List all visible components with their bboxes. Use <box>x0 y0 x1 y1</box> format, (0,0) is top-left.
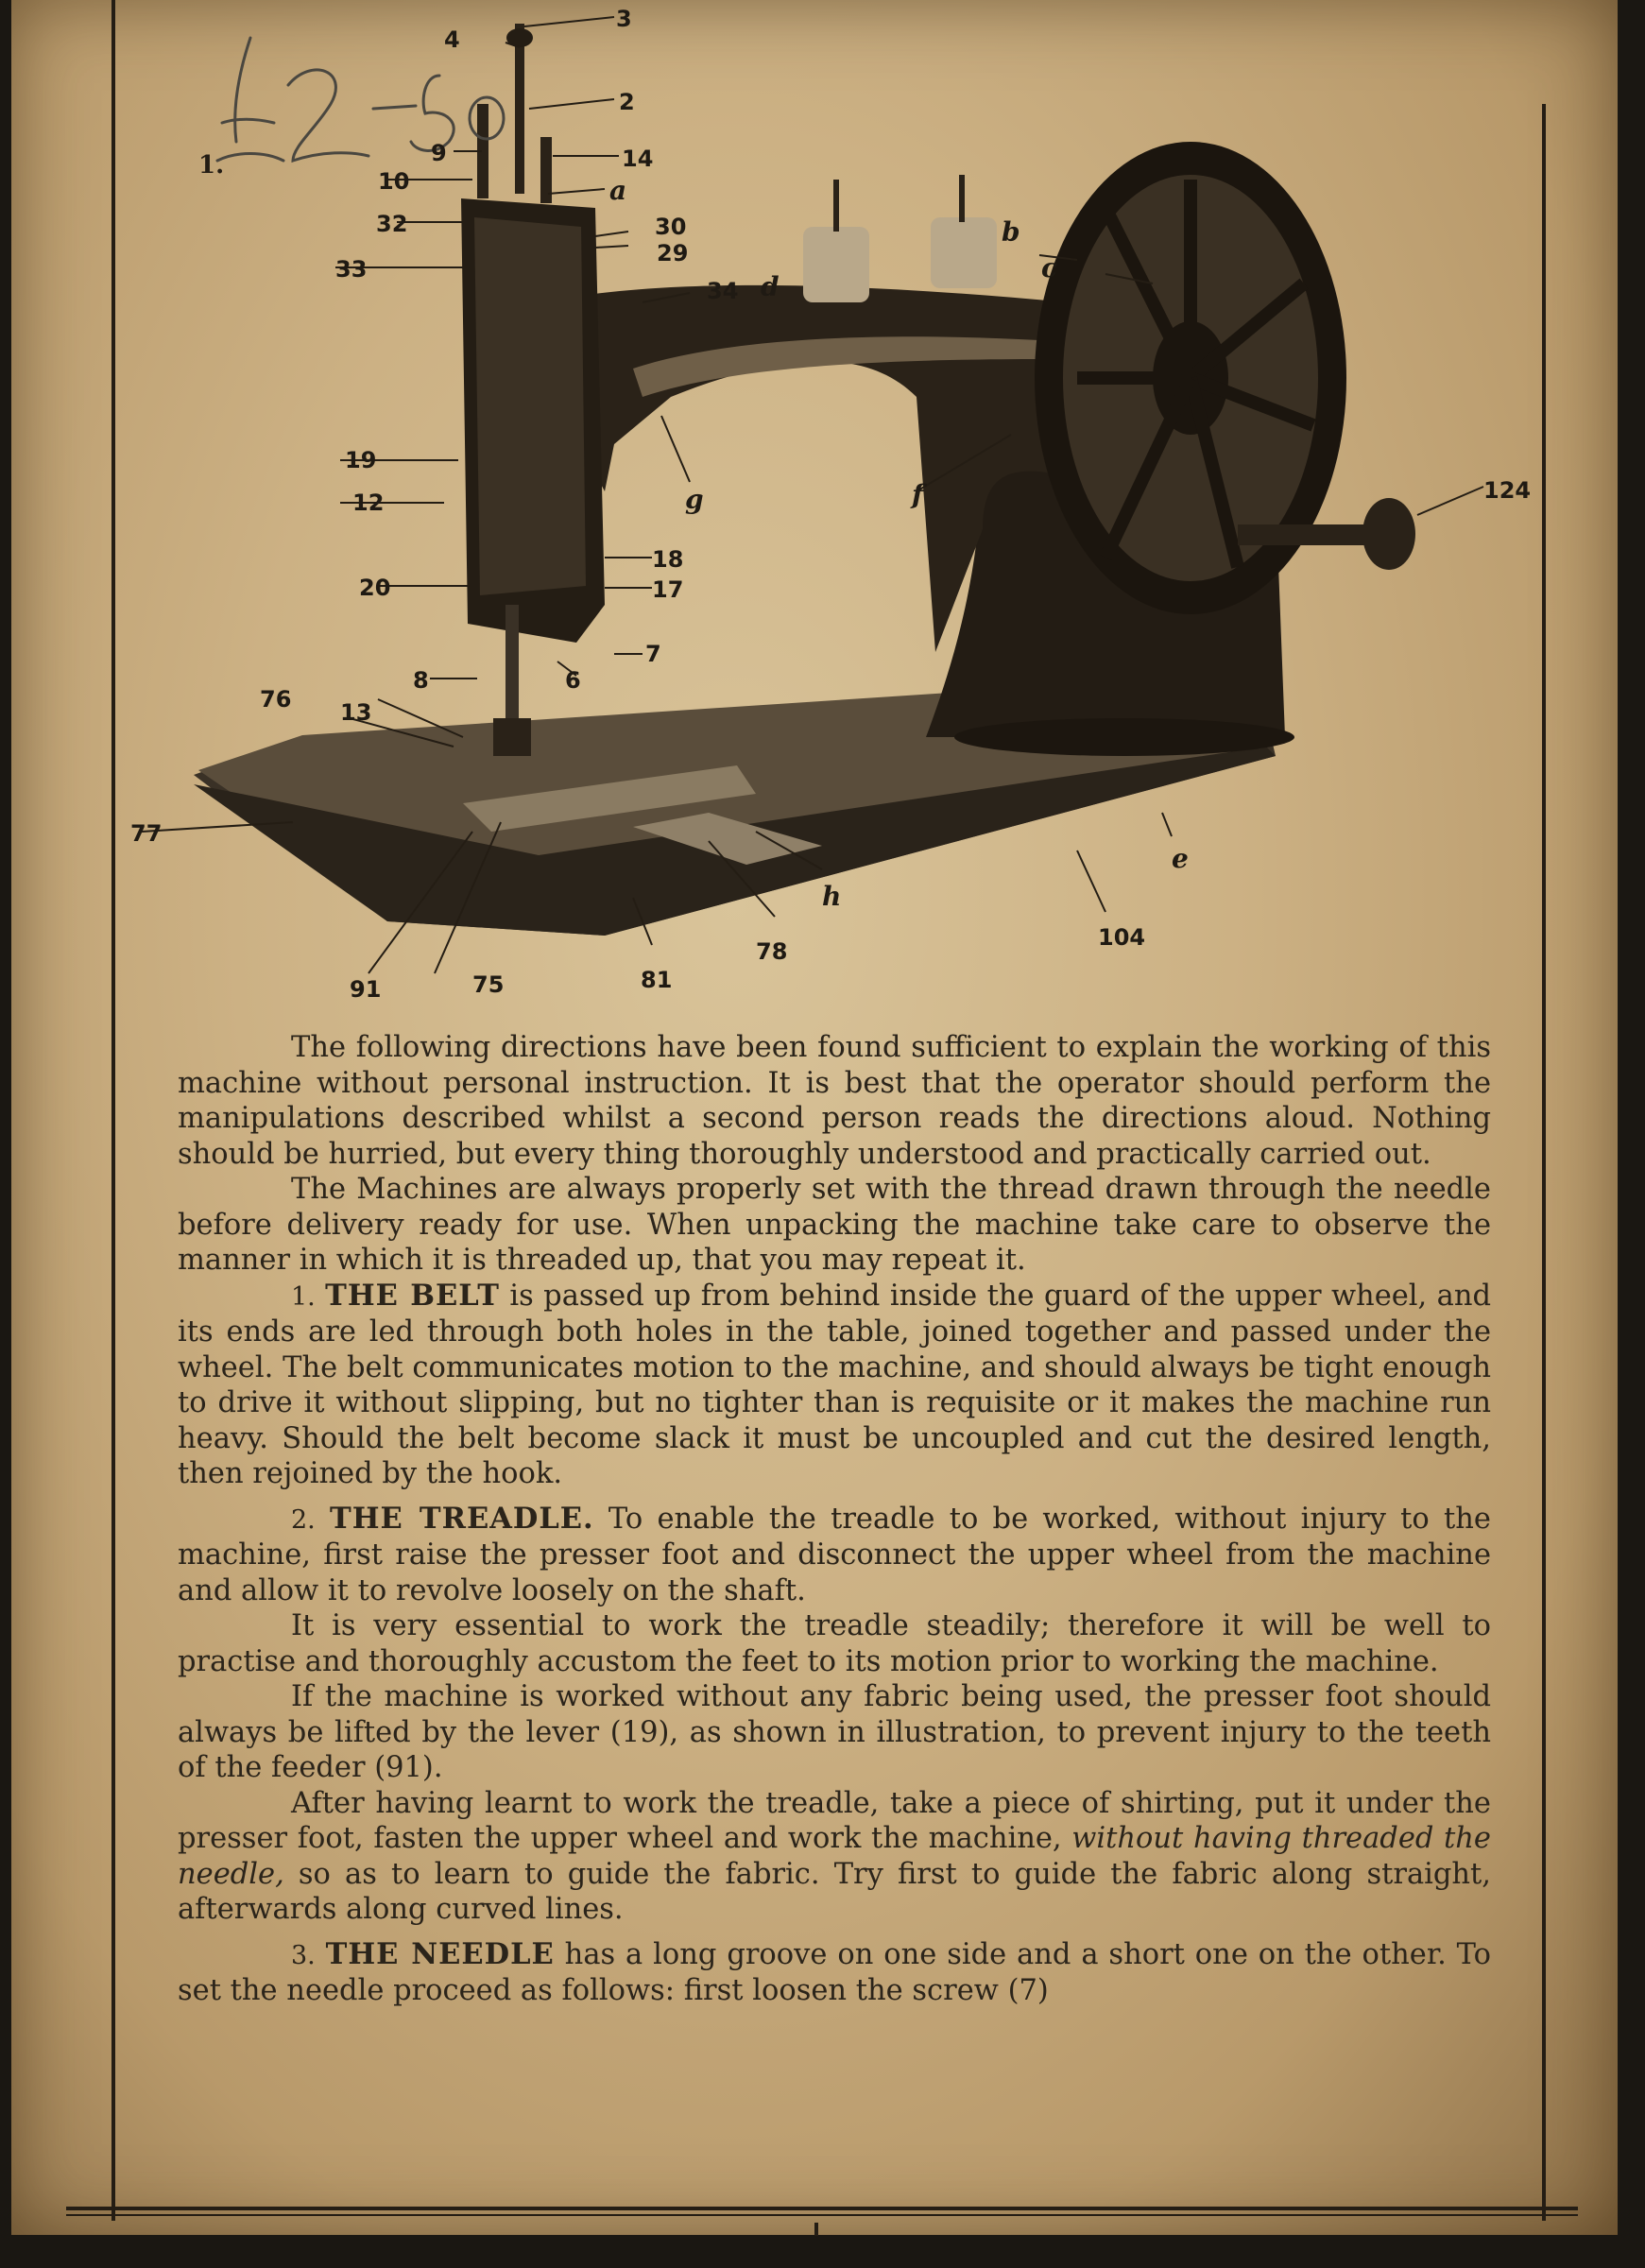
callout-label: 81 <box>641 967 673 993</box>
callout-label: 12 <box>352 490 385 516</box>
section-heading: THE BELT <box>325 1278 500 1313</box>
callout-label: 3 <box>616 6 632 32</box>
figure-number: 1. <box>198 151 225 180</box>
callout-label: 124 <box>1483 477 1532 504</box>
callout-label: 34 <box>707 278 739 304</box>
section-number: 2. <box>291 1504 316 1535</box>
section-heading: THE TREADLE. <box>330 1501 594 1536</box>
treadle-paragraph <box>178 1786 1491 1928</box>
callout-label: 19 <box>345 447 377 473</box>
callout-label: 13 <box>340 699 372 726</box>
callout-label: 76 <box>260 686 292 713</box>
callout-label: b <box>1002 216 1020 248</box>
section-number: 1. <box>291 1281 316 1312</box>
handwritten-price-note <box>198 19 510 189</box>
callout-label: 33 <box>335 256 368 283</box>
callout-label: 104 <box>1098 924 1146 951</box>
section-body: is passed up from behind inside the guard of the upper wheel, and its ends are led through both holes in the table, joined together and passed under the wheel. The belt communicates motion to the machine, and should always be tight enough to drive it without slipping, but no tighter than is requisite or it makes the machine run heavy. Should the belt become slack it must be uncoupled and cut the desired length, then rejoined by the hook. <box>178 1279 1491 1490</box>
callout-label: 10 <box>378 168 410 195</box>
callout-label: h <box>822 881 842 912</box>
callout-label: 77 <box>130 820 163 847</box>
callout-label: c <box>1041 252 1058 284</box>
callout-label: 29 <box>657 240 689 266</box>
callout-label: 17 <box>652 576 684 603</box>
section-belt <box>178 1279 1491 1492</box>
callout-label: f <box>912 479 924 510</box>
callout-label: 75 <box>472 971 505 998</box>
callout-label: 7 <box>645 641 661 667</box>
section-body: To enable the treadle to be worked, without injury to the machine, first raise the presser foot and disconnect the upper wheel from the machine and allow it to revolve loosely on the shaft. <box>178 1502 1491 1607</box>
callout-label: 8 <box>413 667 429 694</box>
section-number: 3. <box>291 1940 316 1970</box>
callout-label: g <box>685 484 704 515</box>
text-run: After having learnt to work the treadle, take a piece of shirting, put it under the presser foot, fasten the upper wheel and work the machine, <box>178 1786 1491 1855</box>
treadle-paragraph: It is very essential to work the treadle steadily; therefore it will be well to practise and thoroughly accustom the feet to its motion prior to working the machine. <box>178 1609 1491 1678</box>
callout-label: 4 <box>444 26 460 53</box>
bottom-border-rule <box>66 2207 1578 2210</box>
section-body: has a long groove on one side and a short one on the other. To set the needle proceed as follows: first loosen the screw (7) <box>178 1937 1491 2007</box>
callout-label: e <box>1172 843 1189 874</box>
callout-label: a <box>609 175 627 206</box>
section-heading: THE NEEDLE <box>325 1936 555 1971</box>
page-center-mark <box>814 2223 818 2236</box>
callout-label: 30 <box>655 214 687 240</box>
callout-label: 78 <box>756 938 788 965</box>
unpacking-paragraph: The Machines are always properly set with the thread drawn through the needle before delivery ready for use. When unpacking the machine take care to observe the manner in which it is threaded up, that you may repeat it. <box>178 1173 1491 1277</box>
section-treadle <box>178 1502 1491 1609</box>
italic-text-run: without having threaded the needle, <box>178 1822 1491 1891</box>
bottom-border-rule-thin <box>66 2214 1578 2216</box>
intro-paragraph: The following directions have been found sufficient to explain the working of this machine without personal instruction. It is best that the operator should perform the manipulations described whilst a second person reads the directions aloud. Nothing should be hurried, but every thing thoroughly understood and practically carried out. <box>178 1031 1491 1171</box>
callout-label: 9 <box>431 140 447 166</box>
callout-label: 6 <box>565 667 581 694</box>
callout-label: 14 <box>622 146 654 172</box>
section-needle <box>178 1937 1491 2009</box>
instructions-text <box>178 1030 1491 2009</box>
callout-label: 2 <box>619 89 635 115</box>
callout-label: 20 <box>359 575 391 601</box>
callout-label: 91 <box>350 976 382 1003</box>
callout-label: 32 <box>376 211 408 237</box>
text-run: so as to learn to guide the fabric. Try first to guide the fabric along straight, afterwards along curved lines. <box>178 1857 1491 1926</box>
callout-label: 18 <box>652 546 684 573</box>
treadle-paragraph: If the machine is worked without any fabric being used, the presser foot should always be lifted by the lever (19), as shown in illustration, to prevent injury to the teeth of the feeder (91). <box>178 1680 1491 1784</box>
callout-label: d <box>761 271 780 302</box>
